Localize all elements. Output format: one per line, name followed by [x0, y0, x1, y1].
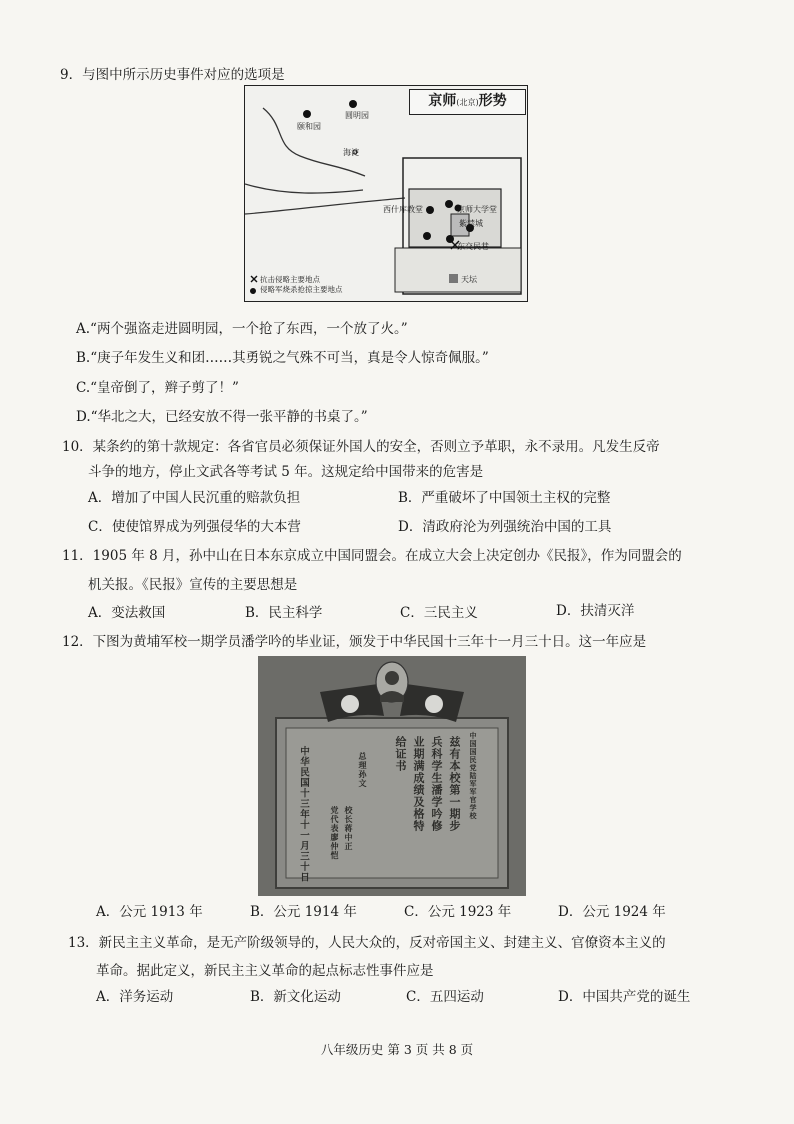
q10-option-b[interactable]: B．严重破坏了中国领土主权的完整: [398, 490, 611, 506]
q11-stem-line2: 机关报。《民报》宣传的主要思想是: [88, 577, 298, 593]
cert-dangdaibiao: 党代表廖仲恺: [330, 806, 340, 860]
page-footer: 八年级历史 第 3 页 共 8 页: [320, 1042, 474, 1057]
q13-stem-line2: 革命。据此定义，新民主主义革命的起点标志性事件应是: [96, 963, 434, 979]
q13-option-d[interactable]: D．中国共产党的诞生: [558, 989, 691, 1005]
map-legend: [248, 275, 343, 295]
beijing-situation-map: [244, 85, 528, 302]
q13-stem-line1: 13．新民主主义革命，是无产阶级领导的，人民大众的，反对帝国主义、封建主义、官僚资本主义的: [68, 935, 666, 951]
cert-text-1: 兹有本校第一期步: [448, 736, 461, 832]
label-yuanmingyuan: 圆明园: [345, 111, 369, 120]
q9-stem: 9．与图中所示历史事件对应的选项是: [60, 67, 285, 83]
label-yiheyuan: 颐和园: [297, 122, 321, 131]
q9-option-b[interactable]: B.“庚子年发生义和团……其勇锐之气殊不可当，真是令人惊奇佩服。”: [76, 350, 489, 366]
legend-resistance: 抗击侵略主要地点: [260, 275, 320, 284]
q11-option-a[interactable]: A．变法救国: [88, 605, 166, 621]
q12-option-c[interactable]: C．公元 1923 年: [404, 904, 512, 920]
map-drawing: [245, 86, 529, 303]
q13-option-b[interactable]: B．新文化运动: [250, 989, 341, 1005]
legend-invasion: 侵略军烧杀抢掠主要地点: [260, 285, 343, 294]
q9-option-c[interactable]: C.“皇帝倒了，辫子剪了！”: [76, 380, 239, 396]
q12-option-a[interactable]: A．公元 1913 年: [96, 904, 203, 920]
label-jingshi-daxuetang: 京师大学堂: [457, 205, 497, 214]
q11-option-d[interactable]: D．扶清灭洋: [556, 603, 635, 619]
q13-option-a[interactable]: A．洋务运动: [96, 989, 174, 1005]
q11-stem-line1: 11．1905 年 8 月，孙中山在日本东京成立中国同盟会。在成立大会上决定创办《民报》，作为同盟会的: [62, 548, 682, 564]
q12-option-b[interactable]: B．公元 1914 年: [250, 904, 357, 920]
cert-text-2: 兵科学生潘学吟修: [430, 736, 443, 832]
q10-stem-line2: 斗争的地方，停止文武各等考试 5 年。这规定给中国带来的危害是: [88, 464, 484, 480]
cert-date: 中华民国十三年十一月三十日: [298, 746, 309, 883]
whampoa-certificate-photo: [258, 656, 526, 896]
map-title: 京师(北京)形势: [409, 89, 526, 115]
q10-option-a[interactable]: A．增加了中国人民沉重的赔款负担: [88, 490, 301, 506]
q12-option-d[interactable]: D．公元 1924 年: [558, 904, 666, 920]
q10-option-d[interactable]: D．清政府沦为列强统治中国的工具: [398, 519, 612, 535]
label-xishiku: 西什库教堂: [383, 205, 423, 214]
label-dongjiaominxiang: 东交民巷: [457, 242, 489, 251]
q9-option-d[interactable]: D.“华北之大，已经安放不得一张平静的书桌了。”: [76, 409, 368, 425]
label-haidian: 海淀: [343, 148, 359, 157]
label-tiantan: 天坛: [461, 275, 477, 284]
q13-option-c[interactable]: C．五四运动: [406, 989, 484, 1005]
cert-zongli: 总理孙文: [358, 752, 368, 788]
q10-option-c[interactable]: C．使使馆界成为列强侵华的大本营: [88, 519, 301, 535]
q12-stem: 12．下图为黄埔军校一期学员潘学吟的毕业证，颁发于中华民国十三年十一月三十日。这一年应是: [62, 634, 647, 650]
cert-text-3: 业期满成绩及格特: [412, 736, 425, 832]
cert-school: 中国国民党陆军军官学校: [469, 732, 478, 820]
cert-text-4: 给证书: [394, 736, 407, 772]
q11-option-b[interactable]: B．民主科学: [245, 605, 323, 621]
cert-xiaozhang: 校长蒋中正: [344, 806, 354, 851]
q11-option-c[interactable]: C．三民主义: [400, 605, 478, 621]
label-zijincheng: 紫禁城: [459, 219, 483, 228]
q10-stem-line1: 10．某条约的第十款规定：各省官员必须保证外国人的安全，否则立予革职，永不录用。凡发生反帝: [62, 439, 660, 455]
q9-option-a[interactable]: A.“两个强盗走进圆明园，一个抢了东西，一个放了火。”: [76, 321, 408, 337]
